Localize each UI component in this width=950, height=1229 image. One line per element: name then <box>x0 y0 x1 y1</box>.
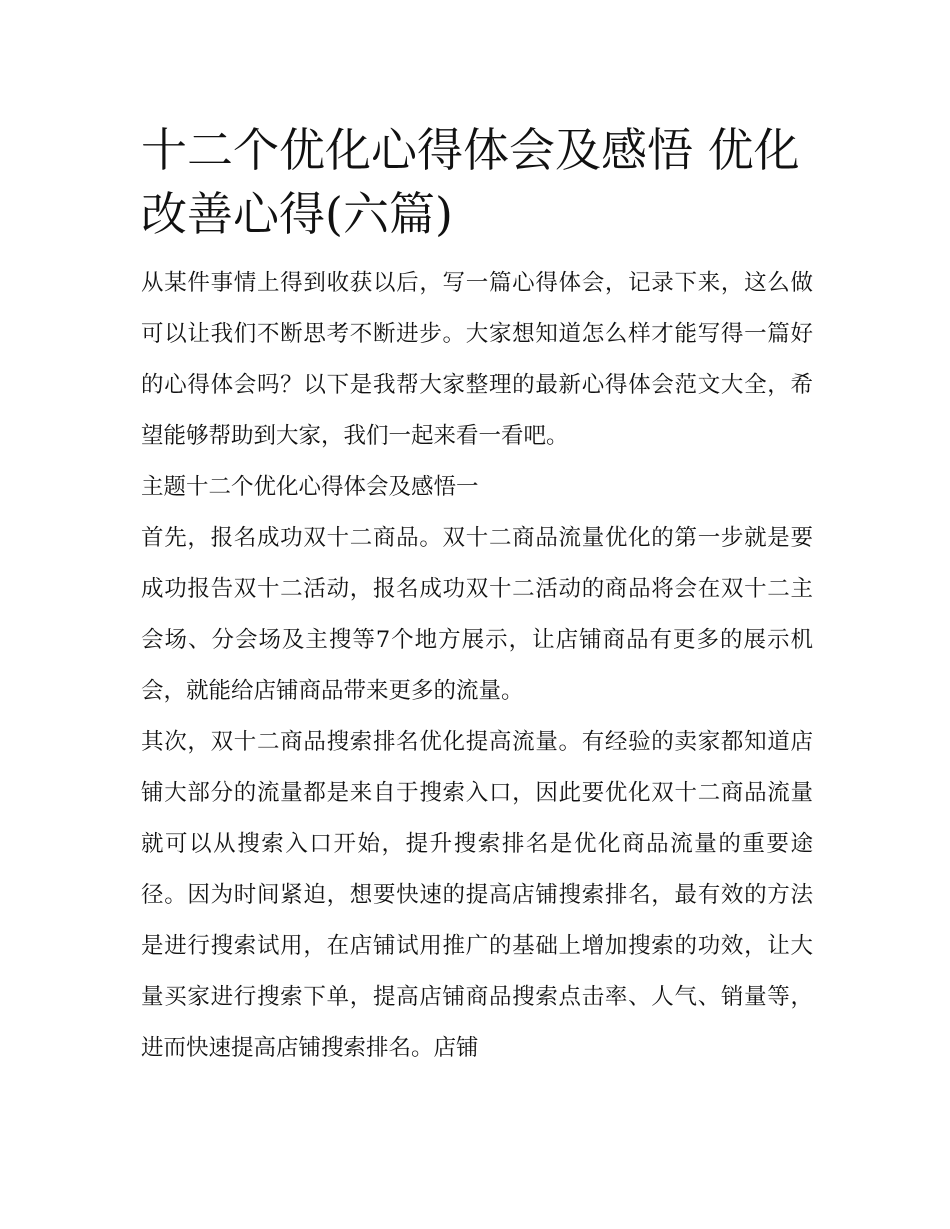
document-title: 十二个优化心得体会及感悟 优化改善心得(六篇) <box>141 123 800 241</box>
section-heading: 主题十二个优化心得体会及感悟一 <box>141 474 479 500</box>
body-paragraph-2: 其次，双十二商品搜索排名优化提高流量。有经验的卖家都知道店铺大部分的流量都是来自于搜索入口，因此要优化双十二商品流量就可以从搜索入口开始，提升搜索排名是优化商品流量的重要途径。因为时间紧迫，想要快速的提高店铺搜索排名，最有效的方法是进行搜索试用，在店铺试用推广的基础上增加搜索的功效，让大量买家进行搜索下单，提高店铺商品搜索点击率、人气、销量等，进而快速提高店铺搜索排名。店铺 <box>141 729 813 1061</box>
document-body <box>141 118 813 1074</box>
intro-paragraph: 从某件事情上得到收获以后，写一篇心得体会，记录下来，这么做可以让我们不断思考不断进步。大家想知道怎么样才能写得一篇好的心得体会吗？以下是我帮大家整理的最新心得体会范文大全，希望能够帮助到大家，我们一起来看一看吧。 <box>141 270 813 449</box>
body-paragraph-1: 首先，报名成功双十二商品。双十二商品流量优化的第一步就是要成功报告双十二活动，报名成功双十二活动的商品将会在双十二主会场、分会场及主搜等7个地方展示，让店铺商品有更多的展示机会，就能给店铺商品带来更多的流量。 <box>141 525 813 704</box>
